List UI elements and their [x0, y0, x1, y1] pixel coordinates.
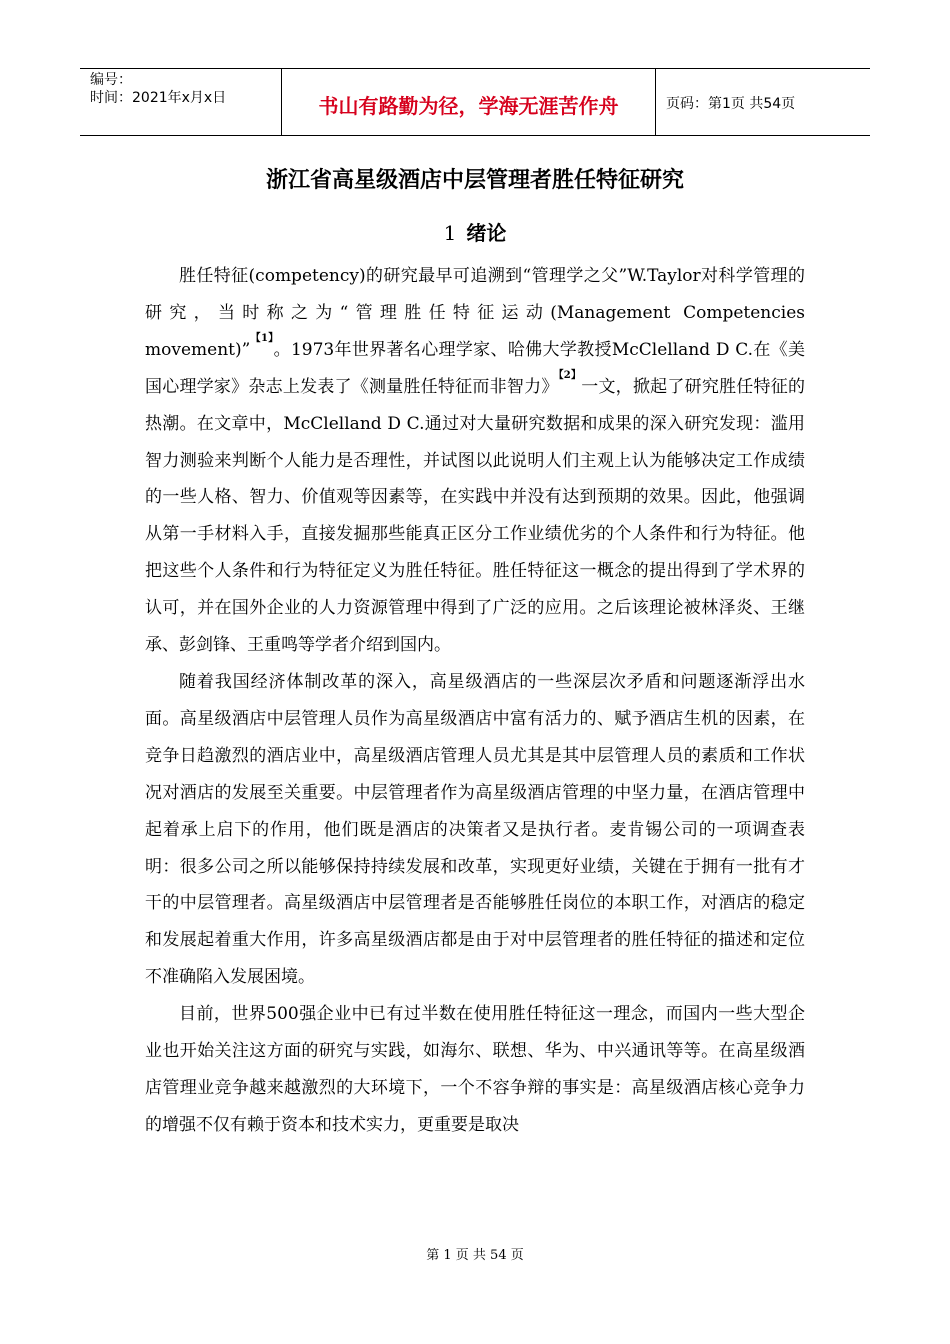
page-footer: 第 1 页 共 54 页: [426, 1248, 524, 1263]
paragraph-2: 随着我国经济体制改革的深入，高星级酒店的一些深层次矛盾和问题逐渐浮出水面。高星级酒店中层管理人员作为高星级酒店中富有活力的、赋予酒店生机的因素，在竞争日趋激烈的酒店业中，高星级酒店管理人员尤其是其中层管理人员的素质和工作状况对酒店的发展至关重要。中层管理者作为高星级酒店管理的中坚力量，在酒店管理中起着承上启下的作用，他们既是酒店的决策者又是执行者。麦肯锡公司的一项调查表明：很多公司之所以能够保持持续发展和改革，实现更好业绩，关键在于拥有一批有才干的中层管理者。高星级酒店中层管理者是否能够胜任岗位的本职工作，对酒店的稳定和发展起着重大作用，许多高星级酒店都是由于对中层管理者的胜任特征的描述和定位不准确陷入发展困境。: [145, 671, 805, 988]
document-number-label: 编号：: [90, 72, 132, 88]
paragraph-1: [145, 258, 805, 664]
paragraph-1-part-b: 。1973年世界著名心理学家、哈佛大学教授McClelland D C.在《美国心理学家》杂志上发表了《测量胜任特征而非智力》: [145, 339, 806, 397]
header-motto: 书山有路勤为径，学海无涯苦作舟: [282, 69, 656, 135]
header-page-info: 页码：第1页 共54页: [666, 96, 796, 112]
citation-2: 【2】: [558, 369, 582, 381]
header-meta: [80, 69, 282, 135]
document-title: 浙江省高星级酒店中层管理者胜任特征研究: [265, 168, 684, 193]
body-text: [145, 258, 805, 1144]
paragraph-1-part-a: 胜任特征(competency)的研究最早可追溯到“管理学之父”W.Taylor对科学管理的研究，当时称之为“管理胜任特征运动(Management Competencies movement)”: [145, 266, 805, 360]
section-title: 绪论: [466, 221, 507, 245]
section-number: 1: [443, 221, 457, 245]
citation-1: 【1】: [250, 332, 274, 344]
paragraph-3: 目前，世界500强企业中已有过半数在使用胜任特征这一理念，而国内一些大型企业也开始关注这方面的研究与实践，如海尔、联想、华为、中兴通讯等等。在高星级酒店管理业竞争越来越激烈的大环境下，一个不容争辩的事实是：高星级酒店核心竞争力的增强不仅有赖于资本和技术实力，更重要是取决: [145, 1004, 805, 1135]
document-time-label: 时间：2021年x月x日: [90, 90, 227, 106]
page-header: [80, 68, 870, 136]
paragraph-1-part-c: 一文，掀起了研究胜任特征的热潮。在文章中，McClelland D C.通过对大量研究数据和成果的深入研究发现：滥用智力测验来判断个人能力是否理性，并试图以此说明人们主观上认为能够决定工作成绩的一些人格、智力、价值观等因素等，在实践中并没有达到预期的效果。因此，他强调从第一手材料入手，直接发掘那些能真正区分工作业绩优劣的个人条件和行为特征。他把这些个人条件和行为特征定义为胜任特征。胜任特征这一概念的提出得到了学术界的认可，并在国外企业的人力资源管理中得到了广泛的应用。之后该理论被林泽炎、王继承、彭剑锋、王重鸣等学者介绍到国内。: [145, 376, 805, 656]
section-heading: [0, 218, 950, 248]
